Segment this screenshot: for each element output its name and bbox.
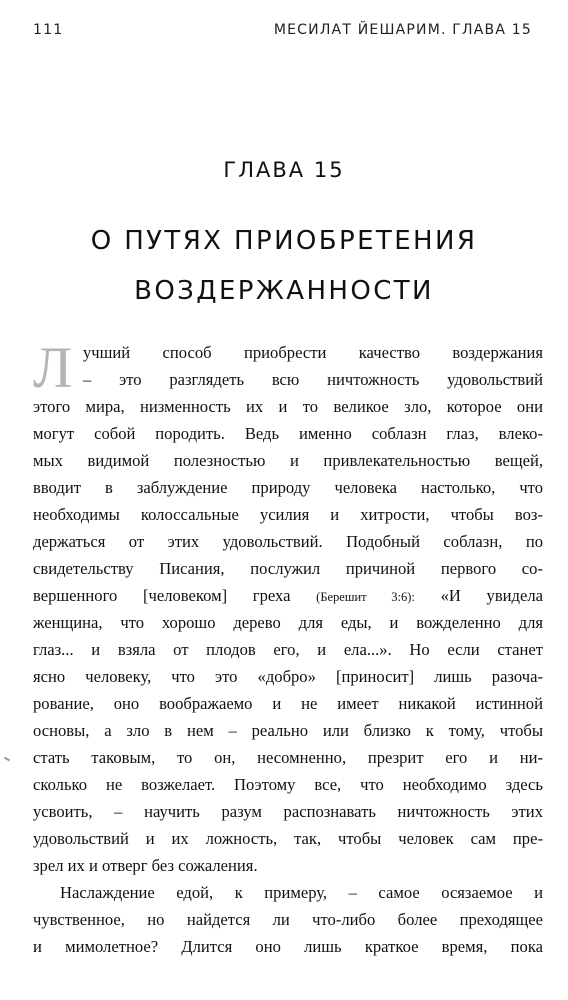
text-line [33,582,543,609]
text-line: ясно человеку, что это «добро» [приносит] лишь разоча- [33,667,543,686]
text-line: чувственное, но найдется ли что-либо более преходящее [33,910,543,929]
drop-cap: Л [33,335,73,400]
text-line: зрел их и отверг без сожаления. [33,856,258,875]
page-number: 111 [33,22,64,38]
text-line: женщина, что хорошо дерево для еды, и вожделенно для [33,613,543,632]
text-line: мых видимой полезностью и привлекательностью вещей, [33,451,543,470]
body-text [33,335,543,960]
text-line: удовольствий и их ложность, так, чтобы человек сам пре- [33,829,543,848]
text-line: рование, оно воображаемо и не имеет никакой истинной [33,694,543,713]
text-line: этого мира, низменность их и то великое зло, которое они [33,397,543,416]
text-segment: вершенного [человеком] греха [33,586,291,605]
scan-mark [4,757,10,762]
chapter-label: ГЛАВА 15 [223,158,345,182]
text-line: вводит в заблуждение природу человека настолько, что [33,478,543,497]
text-line: и мимолетное? Длится оно лишь краткое время, пока [33,937,543,956]
text-line: Наслаждение едой, к примеру, – самое осязаемое и [60,883,543,902]
text-line: усвоить, – научить разум распознавать ничтожность этих [33,802,543,821]
chapter-title-line: ВОЗДЕРЖАННОСТИ [134,276,434,306]
chapter-title [0,216,568,316]
text-line: основы, а зло в нем – реально или близко к тому, чтобы [33,721,543,740]
text-segment: «И увидела [440,586,543,605]
text-line: стать таковым, то он, несомненно, презрит его и ни- [33,748,543,767]
text-line: сколько не возжелает. Поэтому все, что необходимо здесь [33,775,543,794]
running-header [33,22,532,38]
text-line: глаз... и взяла от плодов его, и ела...». Но если станет [33,640,543,659]
text-line: – это разглядеть всю ничтожность удовольствий [83,370,543,389]
text-line: учший способ приобрести качество воздержания [83,343,543,362]
running-title: МЕСИЛАТ ЙЕШАРИМ. ГЛАВА 15 [273,22,532,38]
text-line: могут собой породить. Ведь именно соблазн глаз, влеко- [33,424,543,443]
scripture-reference: (Берешит 3:6): [316,590,415,604]
text-line: необходимы колоссальные усилия и хитрости, чтобы воз- [33,505,543,524]
chapter-title-line: О ПУТЯХ ПРИОБРЕТЕНИЯ [90,226,478,256]
text-line: держаться от этих удовольствий. Подобный соблазн, по [33,532,543,551]
text-line: свидетельству Писания, послужил причиной первого со- [33,559,543,578]
